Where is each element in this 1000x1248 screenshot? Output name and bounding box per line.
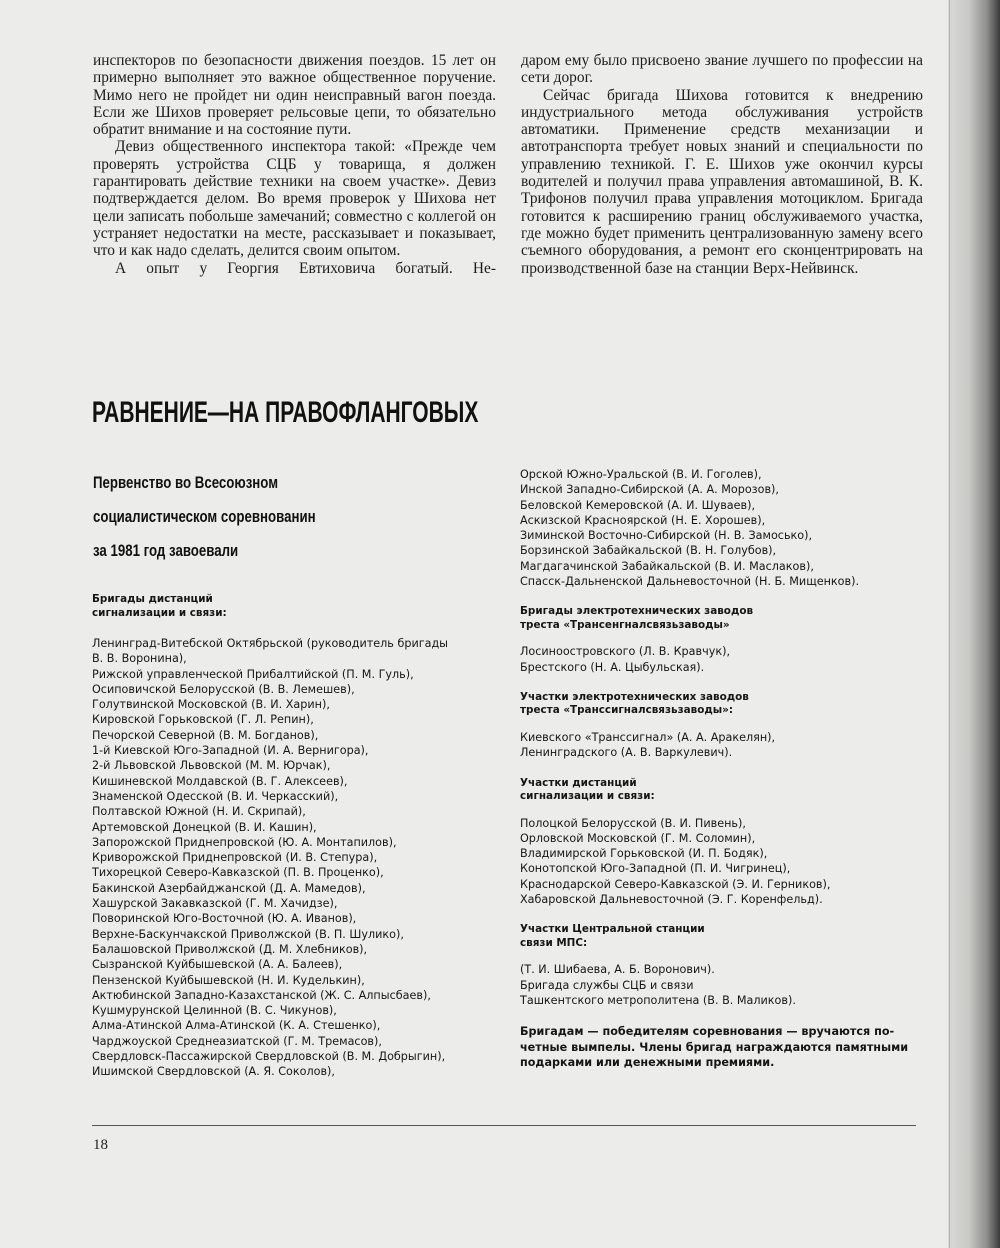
list-entry: Голутвинской Московской (В. И. Харин), (92, 698, 330, 712)
list-entry: Лосиноостровского (Л. В. Кравчук), (520, 645, 731, 659)
page-edge-line (949, 0, 950, 1248)
group-title: Участки Центральной станции (520, 923, 705, 936)
section-subtitle (93, 466, 316, 568)
group-title: Бригады электротехнических заводов (520, 605, 754, 618)
entries-list (520, 816, 940, 908)
article-paragraph: А опыт у Георгия Евтиховича богатый. Не- (115, 259, 496, 277)
winners-list-left (92, 593, 492, 1080)
list-entry: Тихорецкой Северо-Кавказской (П. В. Проценко), (92, 866, 384, 880)
subtitle-line: Первенство во Всесоюзном (93, 473, 279, 492)
list-entry: Владимирской Горьковской (И. П. Бодяк), (520, 847, 768, 861)
article-column-right (521, 52, 923, 277)
list-entry: Кировской Горьковской (Г. Л. Репин), (92, 713, 314, 727)
article-paragraph: Сейчас бригада Шихова готовится к внедрению индустриального метода обслуживания устройств автоматики. Применение средств механизации и автотранспорта требует новых знаний и специальности по управлению техникой. Г. Е. Шихов уже окончил курсы водителей и получил права управления автомашиной, В. К. Трифонов получил права управления мотоциклом. Бригада готовится к расширению границ обслуживаемого участка, где можно будет применить централизованную замену всего съемного оборудования, а ремонт его сконцентрировать на производственной базе на станции Верх-Нейвинск. (521, 86, 923, 277)
list-entry: Кишиневской Молдавской (В. Г. Алексеев), (92, 774, 348, 788)
list-entry: Конотопской Юго-Западной (П. И. Чигринец), (520, 862, 791, 876)
list-entry: Балашовской Приволжской (Д. М. Хлебников), (92, 942, 368, 956)
list-entry: Хабаровской Дальневосточной (Э. Г. Коренфельд). (520, 893, 823, 907)
list-entry: (Т. И. Шибаева, А. Б. Воронович). (520, 963, 715, 977)
list-entry: Артемовской Донецкой (В. И. Кашин), (92, 820, 317, 834)
list-entry: Ишимской Свердловской (А. Я. Соколов), (92, 1065, 335, 1079)
group-title: Участки дистанций (520, 776, 637, 789)
group-title: сигнализации и связи: (520, 790, 655, 803)
list-entry: Осиповичской Белорусской (В. В. Лемешев), (92, 682, 355, 696)
list-entry: Печорской Северной (В. М. Богданов), (92, 728, 319, 742)
list-entry: Зиминской Восточно-Сибирской (Н. В. Замосько), (520, 529, 813, 543)
list-entry: Борзинской Забайкальской (В. Н. Голубов), (520, 544, 777, 558)
closing-note-line: Бригадам — победителям соревнования — вручаются по- (520, 1025, 895, 1039)
page-number: 18 (93, 1137, 108, 1153)
list-entry: Алма-Атинской Алма-Атинской (К. А. Стешенко), (92, 1019, 381, 1033)
list-entry: Криворожской Приднепровской (И. В. Степура), (92, 851, 378, 865)
page-binding-shadow (948, 0, 1000, 1248)
group-title: сигнализации и связи: (92, 606, 227, 619)
list-entry: Запорожской Приднепровской (Ю. А. Монтапилов), (92, 835, 397, 849)
article-paragraph: даром ему было присвоено звание лучшего по профессии на сети дорог. (521, 52, 923, 87)
closing-note-line: четные вымпелы. Члены бригад награждаются памятными (520, 1040, 909, 1054)
list-entry: Свердловск-Пассажирской Свердловской (В. М. Добрыгин), (92, 1050, 446, 1064)
group-title: Бригады дистанций (92, 593, 213, 605)
list-entry: Ленинградского (А. В. Варкулевич). (520, 746, 733, 760)
footer-rule (92, 1125, 916, 1126)
section-headline: РАВНЕНИЕ—НА ПРАВОФЛАНГОВЫХ (92, 396, 479, 429)
list-entry: Бакинской Азербайджанской (Д. А. Мамедов), (92, 881, 366, 895)
article-paragraph: Девиз общественного инспектора такой: «Прежде чем проверять устройства СЦБ у товарища, я должен гарантировать действие техники на своем участке». Девиз подтверждается делом. Во время проверок у Шихова нет цели записать побольше замечаний; совместно с коллегой он устраняет недостатки на месте, рассказывает и показывает, что и как надо сделать, делится своим опытом. (93, 138, 496, 260)
list-entry: Ленинград-Витебской Октябрьской (руководитель бригады (92, 637, 449, 650)
list-entry: В. В. Воронина), (92, 652, 187, 666)
entries-list (520, 467, 940, 589)
group-title: треста «Трансенгналсвязьзаводы» (520, 618, 730, 631)
list-entry: Бригада службы СЦБ и связи (520, 978, 694, 992)
subtitle-line: за 1981 год завоевали (93, 541, 239, 560)
list-entry: Полоцкой Белорусской (В. И. Пивень), (520, 816, 746, 830)
list-entry: Краснодарской Северо-Кавказской (Э. И. Герников), (520, 877, 831, 891)
entries-list (520, 730, 940, 761)
list-entry: 1-й Киевской Юго-Западной (И. А. Вернигора), (92, 744, 369, 758)
list-entry: Знаменской Одесской (В. И. Черкасский), (92, 789, 339, 803)
list-entry: Спасск-Дальненской Дальневосточной (Н. Б. Мищенков). (520, 575, 860, 589)
list-entry: Кушмурунской Целинной (В. С. Чикунов), (92, 1004, 337, 1018)
list-entry: Полтавской Южной (Н. И. Скрипай), (92, 805, 306, 819)
list-entry: Орской Южно-Уральской (В. И. Гоголев), (520, 468, 762, 481)
closing-note-line: подарками или денежными премиями. (520, 1055, 775, 1069)
group-title: треста «Транссигналсвязьзаводы»: (520, 704, 734, 717)
list-entry: Верхне-Баскунчакской Приволжской (В. П. Шулико), (92, 927, 404, 941)
list-entry: Сызранской Куйбышевской (А. А. Балеев), (92, 958, 343, 972)
article-paragraph: инспекторов по безопасности движения поездов. 15 лет он примерно выполняет это важное общественное поручение. Мимо него не пройдет ни один неисправный вагон поезда. Если же Шихов проверяет рельсовые цепи, то обязательно обратит внимание и на состояние пути. (93, 52, 496, 139)
article-column-left (93, 52, 496, 277)
list-entry: Орловской Московской (Г. М. Соломин), (520, 831, 756, 845)
winners-list-right (520, 467, 940, 1070)
list-entry: Поворинской Юго-Восточной (Ю. А. Иванов), (92, 912, 357, 926)
list-entry: Аскизской Красноярской (Н. Е. Хорошев), (520, 513, 766, 527)
list-entry: Киевского «Транссигнал» (А. А. Аракелян), (520, 730, 776, 744)
list-entry: Беловской Кемеровской (А. И. Шуваев), (520, 498, 756, 512)
list-entry: Пензенской Куйбышевской (Н. И. Куделькин), (92, 973, 365, 987)
list-entry: Хашурской Закавказской (Г. М. Хачидзе), (92, 897, 338, 911)
entries-list (92, 636, 492, 1080)
subtitle-line: социалистическом соревнованин (93, 507, 316, 526)
list-entry: Ташкентского метрополитена (В. В. Маликов). (520, 993, 796, 1007)
group-title: Участки электротехнических заводов (520, 690, 749, 703)
list-entry: Актюбинской Западно-Казахстанской (Ж. С. Алпысбаев), (92, 988, 431, 1002)
group-title: связи МПС: (520, 936, 588, 949)
list-entry: Брестского (Н. А. Цыбульская). (520, 660, 705, 674)
list-entry: Магдагачинской Забайкальской (В. И. Маслаков), (520, 559, 814, 573)
list-entry: Рижской управленческой Прибалтийской (П. М. Гуль), (92, 667, 414, 681)
list-entry: Чарджоуской Среднеазиатской (Г. М. Тремасов), (92, 1034, 382, 1048)
list-entry: 2-й Львовской Львовской (М. М. Юрчак), (92, 759, 331, 773)
list-entry: Инской Западно-Сибирской (А. А. Морозов), (520, 483, 779, 497)
entries-list (520, 962, 940, 1008)
entries-list (520, 644, 940, 675)
